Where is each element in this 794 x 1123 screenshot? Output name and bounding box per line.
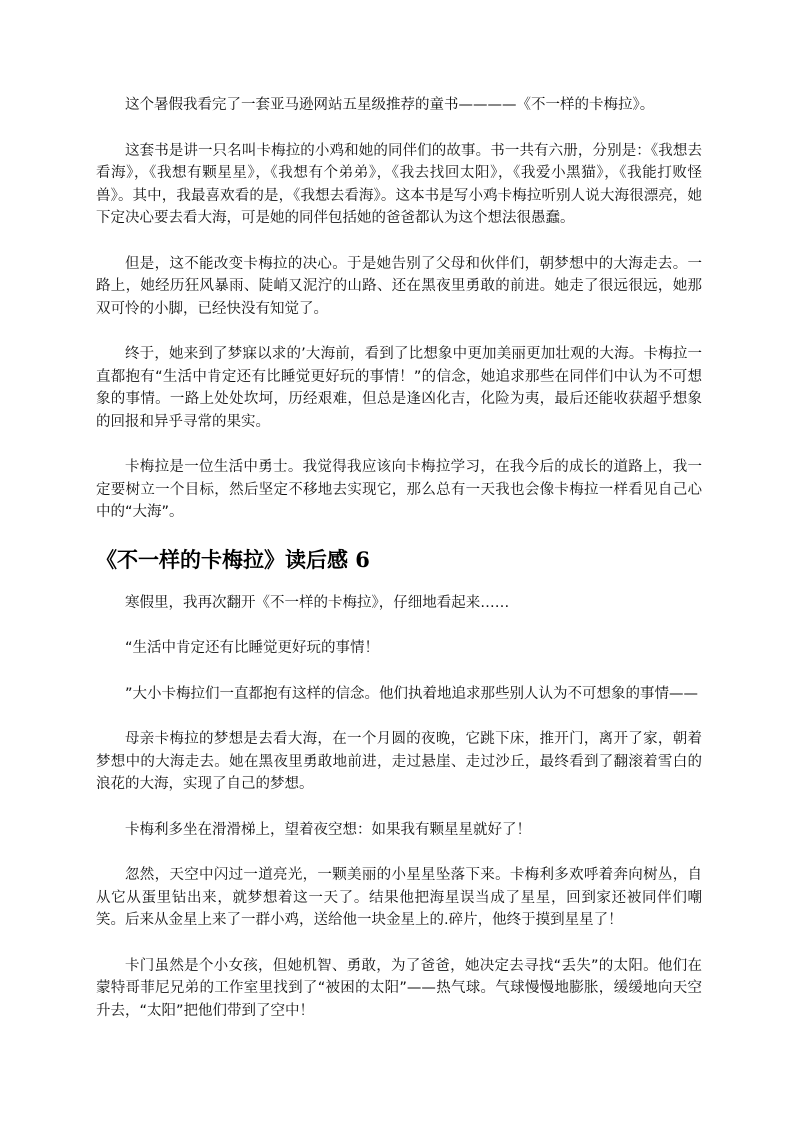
paragraph: 卡梅利多坐在滑滑梯上，望着夜空想：如果我有颗星星就好了！ [125, 821, 531, 838]
paragraph: 忽然，天空中闪过一道亮光，一颗美丽的小星星坠落下来。卡梅利多欢呼着奔向树丛，自从它从蛋里钻出来，就梦想着这一天了。结果他把海星误当成了星星，回到家还被同伴们嘲笑。后来从金星上来了一群小鸡，送给他一块金星上的.碎片，他终于摸到星星了！ [96, 867, 702, 928]
paragraph: 母亲卡梅拉的梦想是去看大海，在一个月圆的夜晚，它跳下床，推开门，离开了家，朝着梦想中的大海走去。她在黑夜里勇敢地前进，走过悬崖、走过沙丘，最终看到了翻滚着雪白的浪花的大海，实现了自己的梦想。 [96, 731, 702, 792]
paragraph: “生活中肯定还有比睡觉更好玩的事情！ [125, 640, 380, 656]
paragraph: 寒假里，我再次翻开《不一样的卡梅拉》，仔细地看起来…… [125, 594, 510, 611]
section-heading: 《不一样的卡梅拉》读后感 6 [96, 546, 370, 572]
paragraph: 卡门虽然是个小女孩，但她机智、勇敢，为了爸爸，她决定去寻找“丢失”的太阳。他们在蒙特哥菲尼兄弟的工作室里找到了“被困的太阳”——热气球。气球慢慢地膨胀，缓缓地向天空升去，“太阳”把他们带到了空中！ [96, 957, 702, 1019]
document-body [96, 94, 702, 1045]
paragraph: 终于，她来到了梦寐以求的’大海前，看到了比想象中更加美丽更加壮观的大海。卡梅拉一直都抱有“生活中肯定还有比睡觉更好玩的事情！”的信念，她追求那些在同伴们中认为不可想象的事情。一路上处处坎坷，历经艰难，但总是逢凶化吉，化险为夷，最后还能收获超乎想象的回报和异乎寻常的果实。 [96, 346, 702, 430]
paragraph: 但是，这不能改变卡梅拉的决心。于是她告别了父母和伙伴们，朝梦想中的大海走去。一路上，她经历狂风暴雨、陡峭又泥泞的山路、还在黑夜里勇敢的前进。她走了很远很远，她那双可怜的小脚，已经快没有知觉了。 [96, 255, 702, 317]
paragraph: ”大小卡梅拉们一直都抱有这样的信念。他们执着地追求那些别人认为不可想象的事情—— [125, 685, 699, 702]
paragraph: 这套书是讲一只名叫卡梅拉的小鸡和她的同伴们的故事。书一共有六册，分别是：《我想去看海》，《我想有颗星星》，《我想有个弟弟》，《我去找回太阳》，《我爱小黑猫》，《我能打败怪兽》。其中，我最喜欢看的是，《我想去看海》。这本书是写小鸡卡梅拉听别人说大海很漂亮，她下定决心要去看大海，可是她的同伴包括她的爸爸都认为这个想法很愚蠢。 [96, 142, 702, 226]
paragraph: 这个暑假我看完了一套亚马逊网站五星级推荐的童书————《不一样的卡梅拉》。 [125, 97, 655, 113]
paragraph: 卡梅拉是一位生活中勇士。我觉得我应该向卡梅拉学习，在我今后的成长的道路上，我一定要树立一个目标，然后坚定不移地去实现它，那么总有一天我也会像卡梅拉一样看见自己心中的“大海”。 [96, 459, 702, 520]
